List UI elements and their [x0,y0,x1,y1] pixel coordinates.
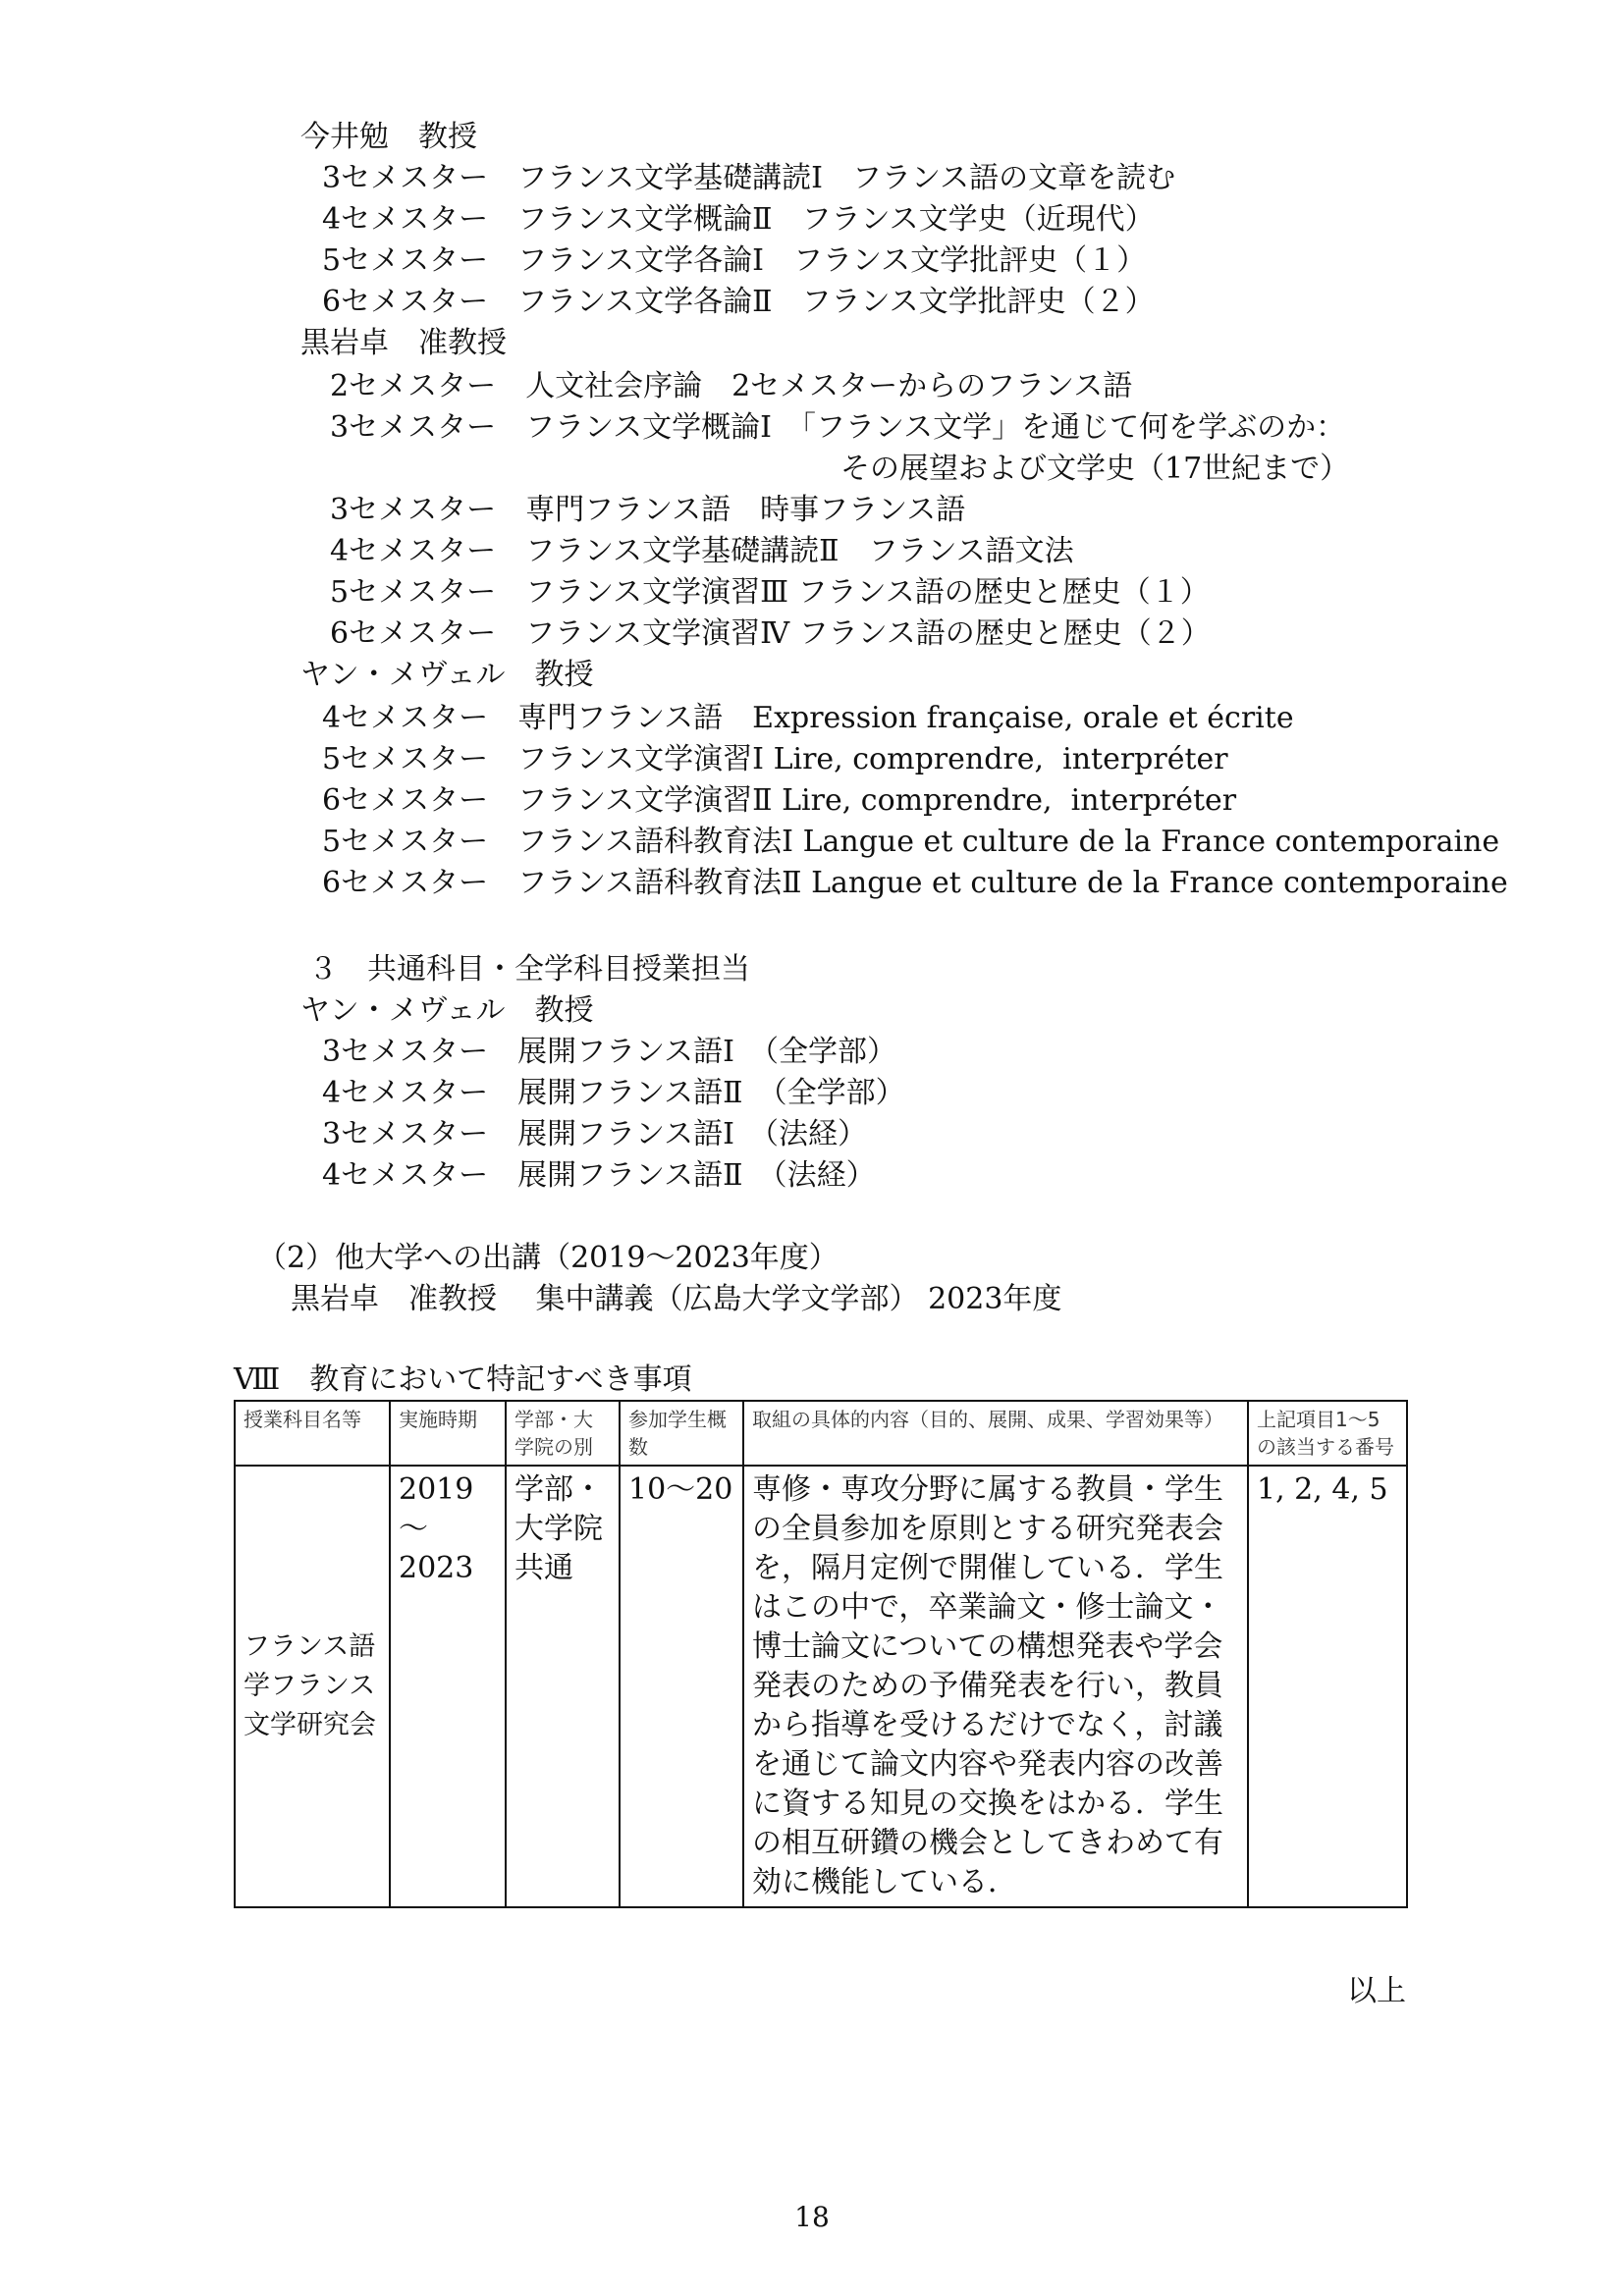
header-period: 実施時期 [390,1401,506,1466]
cell-items: 1, 2, 4, 5 [1248,1466,1407,1907]
text-line: 4セメスター フランス文学基礎講読Ⅱ フランス語文法 [330,534,1074,568]
text-line: 黒岩卓 准教授 集中講義（広島大学文学部） 2023年度 [291,1282,1062,1316]
text-line: ３ 共通科目・全学科目授業担当 [308,952,750,987]
text-line: 4セメスター フランス文学概論Ⅱ フランス文学史（近現代） [322,202,1155,237]
text-line: 今井勉 教授 [300,120,477,154]
cell-content: 専修・専攻分野に属する教員・学生の全員参加を原則とする研究発表会を，隔月定例で開催している．学生はこの中で，卒業論文・修士論文・博士論文についての構想発表や学会発表のための予備発表を行い，教員から指導を受けるだけでなく，討議を通じて論文内容や発表内容の改善に資する知見の交換をはかる．学生の相互研鑽の機会としてきわめて有効に機能している． [743,1466,1248,1907]
text-line: 2セメスター 人文社会序論 2セメスターからのフランス語 [330,369,1133,403]
text-line: 4セメスター 展開フランス語Ⅱ （全学部） [322,1076,905,1110]
text-line: 4セメスター 展開フランス語Ⅱ （法経） [322,1158,876,1193]
text-line: 5セメスター フランス文学演習Ⅰ Lire, comprendre, interpréter [322,742,1228,776]
cell-subject: フランス語学フランス文学研究会 [235,1466,390,1907]
text-line: 6セメスター フランス文学演習Ⅱ Lire, comprendre, interpréter [322,783,1237,818]
special-notes-table [234,1400,1408,1908]
text-line: 3セメスター フランス文学基礎講読Ⅰ フランス語の文章を読む [322,161,1176,195]
text-line: 5セメスター フランス文学演習Ⅲ フランス語の歴史と歴史（１） [330,575,1210,610]
text-line: 5セメスター フランス文学各論Ⅰ フランス文学批評史（１） [322,243,1147,278]
text-line: 3セメスター 専門フランス語 時事フランス語 [330,493,966,527]
text-line: 3セメスター フランス文学概論Ⅰ 「フランス文学」を通じて何を学ぶのか： [330,410,1346,445]
text-line: 6セメスター フランス語科教育法Ⅱ Langue et culture de la France contemporaine [322,866,1508,900]
text-line: 黒岩卓 准教授 [300,326,507,360]
cell-division: 学部・大学院共通 [506,1466,620,1907]
table-header-row [235,1401,1407,1466]
header-subject: 授業科目名等 [235,1401,390,1466]
header-division: 学部・大学院の別 [506,1401,620,1466]
header-content: 取組の具体的内容（目的、展開、成果、学習効果等） [743,1401,1248,1466]
table-row [235,1466,1407,1907]
cell-period: 2019～2023 [390,1466,506,1907]
page-number: 18 [794,2201,830,2233]
text-line: （2）他大学への出講（2019～2023年度） [257,1241,839,1275]
cell-count: 10～20 [620,1466,743,1907]
text-line: 6セメスター フランス文学各論Ⅱ フランス文学批評史（２） [322,285,1155,319]
closing-mark: 以上 [1347,1974,1406,2008]
section-title: Ⅷ 教育において特記すべき事項 [234,1362,692,1397]
header-items: 上記項目1～5の該当する番号 [1248,1401,1407,1466]
text-line: 3セメスター 展開フランス語Ⅰ （全学部） [322,1035,897,1069]
text-line: ヤン・メヴェル 教授 [300,658,594,692]
text-line: ヤン・メヴェル 教授 [300,993,594,1028]
text-line: 6セメスター フランス文学演習Ⅳ フランス語の歴史と歴史（２） [330,616,1211,651]
header-count: 参加学生概数 [620,1401,743,1466]
text-line: 5セメスター フランス語科教育法Ⅰ Langue et culture de la France contemporaine [322,825,1500,859]
text-line: 4セメスター 専門フランス語 Expression française, orale et écrite [322,701,1294,735]
text-line: その展望および文学史（17世紀まで） [840,452,1350,486]
text-line: 3セメスター 展開フランス語Ⅰ （法経） [322,1117,868,1151]
